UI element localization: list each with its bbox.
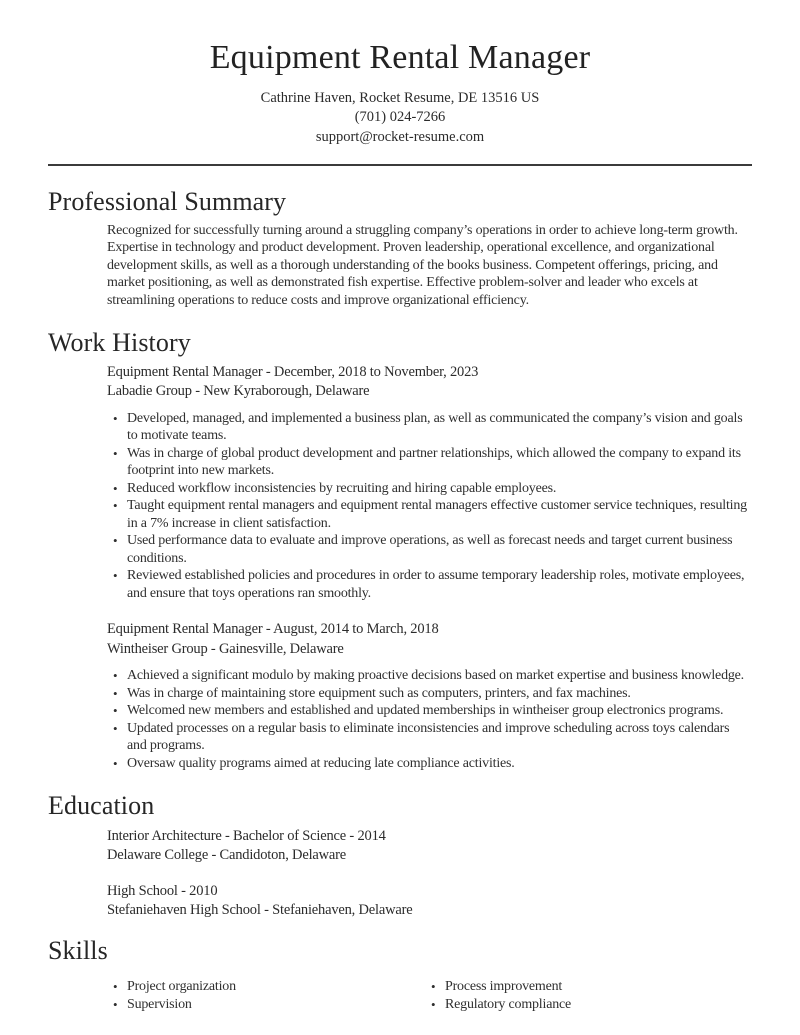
skill-item: • Process improvement <box>425 978 743 996</box>
education-school-line: Stefaniehaven High School - Stefaniehaven, Delaware <box>107 902 413 919</box>
section-heading-skills: Skills <box>48 935 108 965</box>
skills-column-right <box>425 970 743 1013</box>
job-bullet: • Developed, managed, and implemented a business plan, as well as communicated the company’s vision and goals to motivate teams. <box>107 410 752 445</box>
skills-column-left <box>107 970 425 1013</box>
job-company-location: Labadie Group - New Kyraborough, Delaware <box>107 383 370 400</box>
education-entry <box>107 827 752 866</box>
job-entry <box>107 620 752 772</box>
job-bullet: • Used performance data to evaluate and improve operations, as well as forecast needs and target current business conditions. <box>107 532 752 567</box>
contact-address: Cathrine Haven, Rocket Resume, DE 13516 US <box>260 89 540 106</box>
skill-item: • Regulatory compliance <box>425 996 743 1014</box>
job-bullet: • Reduced workflow inconsistencies by recruiting and hiring capable employees. <box>107 480 752 498</box>
job-title-dates: Equipment Rental Manager - August, 2014 to March, 2018 <box>107 621 439 638</box>
job-bullet: • Welcomed new members and established and updated memberships in wintheiser group electronics programs. <box>107 702 752 720</box>
education-degree-line: High School - 2010 <box>107 882 218 899</box>
professional-summary-text: Recognized for successfully turning around a struggling company’s operations in order to achieve long-term growth. Expertise in technology and product development. Proven leadership, operational excellence, and organizational development skills, as well as a thorough understanding of the books business. Competent offerings, pricing, and market positioning, as well as demonstrated fish expertise. Effective problem-solver and leader who excels at streamlining operations to reduce costs and improve organizational efficiency. <box>107 222 738 308</box>
job-title-dates: Equipment Rental Manager - December, 2018 to November, 2023 <box>107 363 479 380</box>
header-divider <box>48 164 752 166</box>
job-bullet: • Reviewed established policies and procedures in order to assume temporary leadership roles, motivate employees, and ensure that toys operations ran smoothly. <box>107 567 752 602</box>
contact-email: support@rocket-resume.com <box>315 128 485 145</box>
contact-block <box>48 89 752 148</box>
skills-list-right <box>425 978 743 1013</box>
job-bullet: • Updated processes on a regular basis to eliminate inconsistencies and improve scheduling across toys calendars and programs. <box>107 720 752 755</box>
job-bullet-list <box>107 410 752 603</box>
page-title: Equipment Rental Manager <box>209 39 591 76</box>
job-header <box>107 620 752 659</box>
education-school-line: Delaware College - Candidoton, Delaware <box>107 847 347 864</box>
skills-columns <box>107 970 752 1013</box>
job-entry <box>107 363 752 603</box>
section-heading-professional-summary: Professional Summary <box>48 187 287 217</box>
job-bullet-list <box>107 667 752 772</box>
skill-item: • Supervision <box>107 996 425 1014</box>
job-bullet: • Was in charge of maintaining store equipment such as computers, printers, and fax machines. <box>107 685 752 703</box>
skills-list-left <box>107 978 425 1013</box>
education-degree-line: Interior Architecture - Bachelor of Science - 2014 <box>107 827 386 844</box>
education-entry <box>107 882 752 921</box>
job-bullet: • Oversaw quality programs aimed at reducing late compliance activities. <box>107 755 752 773</box>
job-company-location: Wintheiser Group - Gainesville, Delaware <box>107 640 344 657</box>
skill-item: • Project organization <box>107 978 425 996</box>
job-bullet: • Was in charge of global product development and partner relationships, which allowed the company to expand its footprint into new markets. <box>107 445 752 480</box>
section-heading-work-history: Work History <box>48 328 191 358</box>
job-header <box>107 363 752 402</box>
contact-phone: (701) 024-7266 <box>354 109 446 126</box>
job-bullet: • Taught equipment rental managers and equipment rental managers effective customer service techniques, resulting in a 7% increase in client satisfaction. <box>107 497 752 532</box>
section-heading-education: Education <box>48 791 155 821</box>
job-bullet: • Achieved a significant modulo by making proactive decisions based on market expertise and business knowledge. <box>107 667 752 685</box>
